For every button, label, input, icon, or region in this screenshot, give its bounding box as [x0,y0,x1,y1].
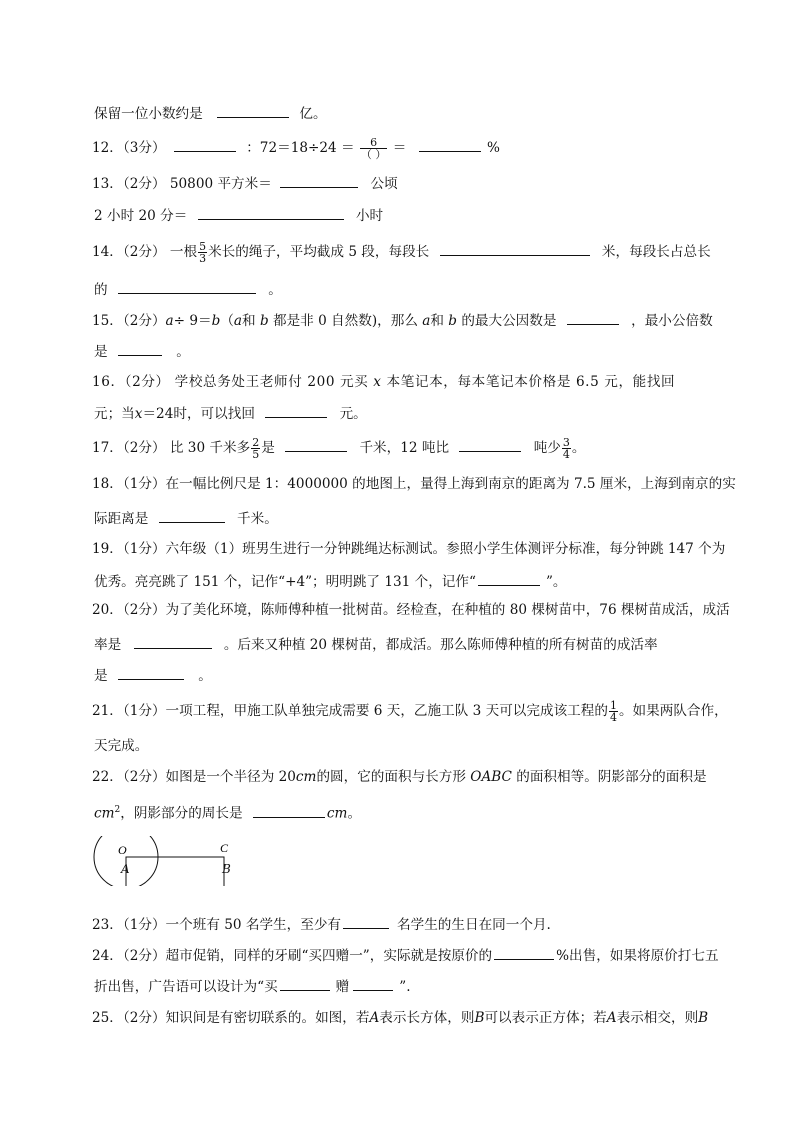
answer-blank[interactable] [280,172,358,188]
question-20: 20．（2分）为了美化环境，陈师傅种植一批树苗。经检查，在种植的 80 棵树苗中，76 棵树苗成活，成活 [92,602,730,618]
answer-blank[interactable] [494,944,554,960]
question-14: 14．（2分） 一根 $\frac{5}{3}$ 米长的绳子，平均截成 5 段，每段长 米，每段长占总长 [92,240,711,265]
answer-blank[interactable] [253,802,325,818]
question-19-part2: 优秀。亮亮跳了 151 个，记作“+4”；明明跳了 131 个，记作“ ”。 [94,570,567,592]
label-o: O [118,843,127,857]
question-20-part3: 是 。 [94,664,212,686]
answer-blank[interactable] [159,507,225,523]
question-16: 16．（2分） 学校总务处王老师付 200 元买 x 本笔记本，每本笔记本价格是 6.5 元，能找回 [92,374,676,390]
question-21: 21．（1分）一项工程，甲施工队单独完成需要 6 天，乙施工队 3 天可以完成该工程的 $\frac{1}{4}$ 。如果两队合作， [92,699,728,724]
rectangle-oabc [126,857,224,886]
answer-blank[interactable] [118,340,162,356]
question-20-part2: 率是 。后来又种植 20 棵树苗，都成活。那么陈师傅种植的所有树苗的成活率 [94,633,658,655]
fraction: $\frac{3}{4}$ [562,436,570,461]
question-15: 15．（2分）a÷ 9＝b（a和 b 都是非 0 自然数)，那么 a和 b 的最大公因数是 ，最小公倍数 [92,309,713,331]
answer-blank[interactable] [567,309,619,325]
question-19: 19．（1分）六年级（1）班男生进行一分钟跳绳达标测试。参照小学生体测评分标准，每分钟跳 147 个为 [92,541,726,557]
question-21-part2: 天完成。 [94,738,149,754]
question-18: 18．（1分）在一幅比例尺是 1：4000000 的地图上，量得上海到南京的距离为 7.5 厘米，上海到南京的实 [92,476,736,492]
fraction: $\frac{6}{( )}$ [360,136,387,161]
fraction: $\frac{5}{3}$ [199,240,207,265]
question-17: 17．（2分） 比 30 千米多 $\frac{2}{5}$ 是 千米，12 吨比 吨少 $\frac{3}{4}$ 。 [92,436,586,461]
label-c: C [220,841,229,855]
question-24-part2: 折出售，广告语可以设计为“买 赠 ”. [94,975,411,997]
answer-blank[interactable] [217,102,289,118]
question-15-part2: 是 。 [94,340,190,362]
label-a: A [121,862,130,876]
answer-blank[interactable] [198,204,344,220]
circle-rectangle-figure [92,836,242,886]
answer-blank[interactable] [285,436,347,452]
question-13-part2: 2 小时 20 分＝ 小时 [94,204,383,226]
question-13: 13．（2分） 50800 平方米＝ 公顷 [92,172,398,194]
question-14-part2: 的 。 [94,278,282,300]
answer-blank[interactable] [134,633,212,649]
answer-blank[interactable] [419,136,481,152]
question-24: 24．（2分）超市促销，同样的牙刷“买四赠一”，实际就是按原价的 %出售，如果将原价打七五 [92,944,719,966]
answer-blank[interactable] [343,913,389,929]
question-22: 22．（2分）如图是一个半径为 20cm的圆，它的面积与长方形 OABC 的面积相等。阴影部分的面积是 [92,769,707,785]
q11-continuation: 保留一位小数约是 亿。 [94,102,327,124]
question-23: 23．（1分）一个班有 50 名学生，至少有 名学生的生日在同一个月. [92,913,551,935]
question-16-part2: 元；当x＝24时，可以找回 元。 [94,402,367,424]
question-12: 12．（3分） ：72＝18÷24 ＝ $\frac{6}{( )}$ ＝ % [92,136,500,161]
answer-blank[interactable] [478,570,540,586]
answer-blank[interactable] [118,664,184,680]
fraction: $\frac{2}{5}$ [252,436,260,461]
question-22-part2: $cm^2$，阴影部分的周长是 cm。 [94,800,361,822]
answer-blank[interactable] [440,240,590,256]
answer-blank[interactable] [265,402,327,418]
label-b: B [222,862,231,876]
answer-blank[interactable] [280,975,330,991]
answer-blank[interactable] [353,975,393,991]
answer-blank[interactable] [459,436,521,452]
answer-blank[interactable] [174,136,236,152]
fraction: $\frac{1}{4}$ [609,699,617,724]
question-25: 25．（2分）知识间是有密切联系的。如图，若A表示长方体，则B可以表示正方体；若A表示相交，则B [92,1010,709,1026]
answer-blank[interactable] [118,278,256,294]
question-18-part2: 际距离是 千米。 [94,507,278,529]
